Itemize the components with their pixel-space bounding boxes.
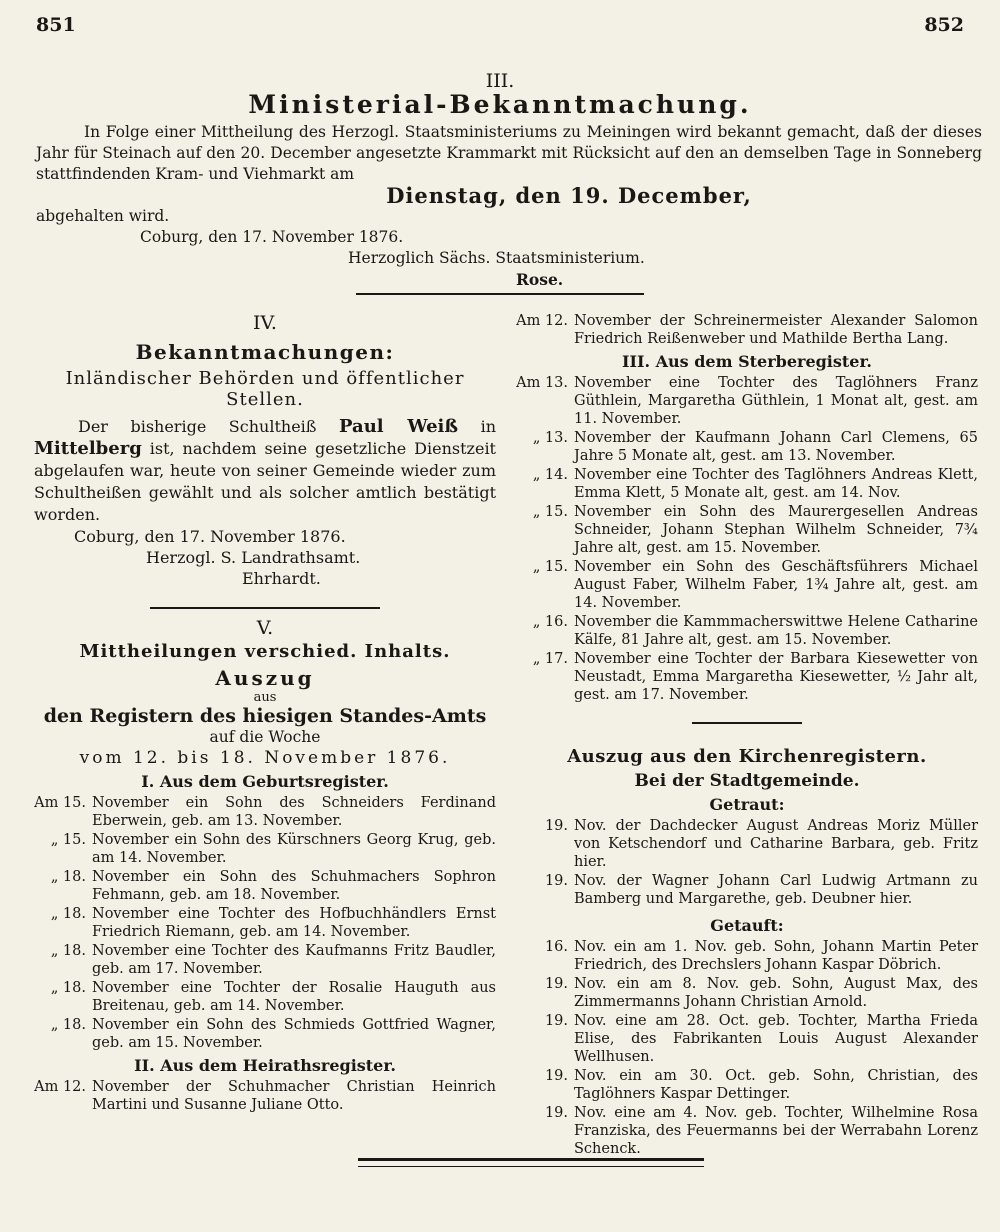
getauft-list: [516, 938, 978, 1158]
sterbe-entry-text: November ein Sohn des Maurergesellen Andreas Schneider, Johann Stephan Wilhelm Schneider, 7¾ Jahre alt, gest. am 15. November.: [574, 504, 978, 556]
section-3-title: Ministerial-Bekanntmachung.: [248, 90, 752, 119]
getauft-entry-text: Nov. ein am 1. Nov. geb. Sohn, Johann Martin Peter Friedrich, des Drechslers Johann Kaspar Döbrich.: [574, 939, 978, 973]
getauft-entry: [516, 1104, 978, 1158]
register-title: den Registern des hiesigen Standes-Amts: [43, 705, 487, 727]
sterbe-entry-text: November eine Tochter der Barbara Kiesewetter von Neustadt, Emma Margaretha Kiesewetter, ½ Jahr alt, gest. am 17. November.: [574, 651, 978, 703]
divider-rule-right: [692, 722, 802, 724]
getauft-entry-text: Nov. eine am 4. Nov. geb. Tochter, Wilhelmine Rosa Franziska, des Feuermanns bei der Werrabahn Lorenz Schenck.: [574, 1105, 978, 1157]
getauft-entry: [516, 1012, 978, 1066]
section-5-title: Mittheilungen verschied. Inhalts.: [79, 641, 451, 662]
heirat-list-right: [516, 312, 978, 348]
sterbe-entry: [516, 613, 978, 649]
getraut-entry-text: Nov. der Dachdecker August Andreas Moriz Müller von Ketschendorf und Catharine Barbara, geb. Fritz hier.: [574, 818, 978, 870]
heirat-entry: [34, 1078, 496, 1114]
heirat-entry: [516, 312, 978, 348]
geburt-entry-date: „ 18.: [50, 980, 86, 996]
heirat-list-left: [34, 1078, 496, 1114]
heirat-entry-date: Am 12.: [34, 1079, 86, 1095]
geburt-entry-text: November eine Tochter der Rosalie Hauguth aus Breitenau, geb. am 14. November.: [92, 980, 496, 1014]
geburt-entry-text: November ein Sohn des Schuhmachers Sophron Fehmann, geb. am 18. November.: [92, 869, 496, 903]
page-number-right: 852: [924, 14, 964, 36]
kirchen-title: Auszug aus den Kirchenregistern.: [567, 746, 927, 767]
geburt-entry-date: „ 15.: [50, 832, 86, 848]
section-4-place: Mittelberg: [34, 438, 142, 459]
getauft-entry-text: Nov. ein am 30. Oct. geb. Sohn, Christian, des Taglöhners Kaspar Dettinger.: [574, 1068, 978, 1102]
sterbe-entry-date: „ 14.: [532, 467, 568, 483]
sterbe-entry-date: Am 13.: [516, 375, 568, 391]
heirat-entry-text: November der Schreinermeister Alexander Salomon Friedrich Reißenweber und Mathilde Bertha Lang.: [574, 313, 978, 347]
right-column: [516, 312, 978, 1159]
geburt-entry-text: November ein Sohn des Schneiders Ferdinand Eberwein, geb. am 13. November.: [92, 795, 496, 829]
sterbe-entry: [516, 466, 978, 502]
geburt-entry: [34, 942, 496, 978]
getauft-entry-date: 19.: [544, 1105, 568, 1121]
sterbe-entry-text: November eine Tochter des Taglöhners Franz Güthlein, Margaretha Güthlein, 1 Monat alt, gest. am 11. November.: [574, 375, 978, 427]
section-3-paragraph: In Folge einer Mittheilung des Herzogl. Staatsministeriums zu Meiningen wird bekannt gemacht, daß der dieses Jahr für Steinach auf den 20. December angesetzte Krammarkt mit Rücksicht auf den an demselben Tage in Sonneberg stattfindenden Kram- und Viehmarkt am: [36, 123, 982, 183]
sterbe-entry: [516, 650, 978, 704]
getauft-entry-date: 16.: [544, 939, 568, 955]
getraut-heading: Getraut:: [709, 795, 785, 814]
section-4-title: Bekanntmachungen:: [135, 340, 395, 364]
getraut-entry-date: 19.: [544, 873, 568, 889]
section-4-text-b: in: [480, 417, 497, 436]
sterbe-entry: [516, 429, 978, 465]
auszug-aus: aus: [253, 690, 277, 705]
heirat-entry-date: Am 12.: [516, 313, 568, 329]
getauft-entry-date: 19.: [544, 1013, 568, 1029]
section-3-place-date: Coburg, den 17. November 1876.: [140, 228, 404, 246]
getauft-entry: [516, 1067, 978, 1103]
left-column: [34, 312, 496, 1115]
getauft-entry-text: Nov. eine am 28. Oct. geb. Tochter, Martha Frieda Elise, des Fabrikanten Louis August Alexander Wellhusen.: [574, 1013, 978, 1065]
section-4-signature: Ehrhardt.: [242, 569, 321, 588]
section-3-body: [36, 122, 982, 290]
sterbe-entry-date: „ 15.: [532, 559, 568, 575]
geburt-entry-text: November ein Sohn des Schmieds Gottfried Wagner, geb. am 15. November.: [92, 1017, 496, 1051]
geburt-entry: [34, 1016, 496, 1052]
sterbe-entry-text: November ein Sohn des Geschäftsführers Michael August Faber, Wilhelm Faber, 1¾ Jahre alt, gest. am 14. November.: [574, 559, 978, 611]
geburt-entry-date: Am 15.: [34, 795, 86, 811]
geburt-entry: [34, 905, 496, 941]
getraut-entry: [516, 817, 978, 871]
geburt-entry: [34, 794, 496, 830]
sterbe-entry: [516, 558, 978, 612]
section-4-text-a: Der bisherige Schultheiß: [78, 417, 317, 436]
geburt-entry: [34, 868, 496, 904]
section-4-authority: Herzogl. S. Landrathsamt.: [146, 548, 361, 567]
register-range: vom 12. bis 18. November 1876.: [79, 748, 451, 768]
getraut-entry-text: Nov. der Wagner Johann Carl Ludwig Artmann zu Bamberg und Margarethe, geb. Deubner hier.: [574, 873, 978, 907]
sterbe-heading: III. Aus dem Sterberegister.: [622, 352, 872, 371]
sterbe-entry-text: November die Kammmacherswittwe Helene Catharine Kälfe, 81 Jahre alt, gest. am 15. November.: [574, 614, 978, 648]
sterbe-entry-text: November der Kaufmann Johann Carl Clemens, 65 Jahre 5 Monate alt, gest. am 13. November.: [574, 430, 978, 464]
section-3-roman: III.: [485, 70, 515, 92]
section-4-roman: IV.: [253, 312, 277, 334]
section-4-subtitle: Inländischer Behörden und öffentlicher Stellen.: [65, 368, 465, 410]
geburt-heading: I. Aus dem Geburtsregister.: [141, 772, 389, 791]
geburt-entry-date: „ 18.: [50, 943, 86, 959]
sterbe-entry-date: „ 13.: [532, 430, 568, 446]
section-3-paragraph-end: abgehalten wird.: [36, 207, 170, 225]
closing-double-rule: [358, 1158, 704, 1167]
heirat-heading: II. Aus dem Heirathsregister.: [134, 1056, 396, 1075]
register-week: auf die Woche: [209, 728, 321, 746]
getauft-entry-date: 19.: [544, 1068, 568, 1084]
auszug-heading: Auszug: [215, 666, 315, 690]
section-4-name: Paul Weiß: [339, 416, 459, 437]
section-4-text-c: ist, nachdem seine gesetzliche Dienstzeit abgelaufen war, heute von seiner Gemeinde wieder zum Schultheißen gewählt und als solcher amtlich bestätigt worden.: [34, 439, 496, 524]
section-4-place-date: Coburg, den 17. November 1876.: [74, 527, 346, 546]
page-number-left: 851: [36, 14, 76, 36]
getauft-heading: Getauft:: [710, 916, 784, 935]
getauft-entry-text: Nov. ein am 8. Nov. geb. Sohn, August Max, des Zimmermanns Johann Christian Arnold.: [574, 976, 978, 1010]
geburt-entry-date: „ 18.: [50, 869, 86, 885]
geburt-list: [34, 794, 496, 1052]
getraut-list: [516, 817, 978, 908]
section-3-authority: Herzoglich Sächs. Staatsministerium.: [348, 249, 645, 267]
geburt-entry-text: November eine Tochter des Kaufmanns Fritz Baudler, geb. am 17. November.: [92, 943, 496, 977]
getauft-entry-date: 19.: [544, 976, 568, 992]
sterbe-entry: [516, 503, 978, 557]
getauft-entry: [516, 975, 978, 1011]
getraut-entry-date: 19.: [544, 818, 568, 834]
getraut-entry: [516, 872, 978, 908]
divider-rule: [356, 293, 644, 295]
sterbe-entry-text: November eine Tochter des Taglöhners Andreas Klett, Emma Klett, 5 Monate alt, gest. am 14. Nov.: [574, 467, 978, 501]
geburt-entry-date: „ 18.: [50, 1017, 86, 1033]
geburt-entry: [34, 831, 496, 867]
sterbe-entry: [516, 374, 978, 428]
heirat-entry-text: November der Schuhmacher Christian Heinrich Martini und Susanne Juliane Otto.: [92, 1079, 496, 1113]
sterbe-entry-date: „ 15.: [532, 504, 568, 520]
sterbe-entry-date: „ 16.: [532, 614, 568, 630]
kirchen-subtitle: Bei der Stadtgemeinde.: [634, 771, 860, 791]
section-3-signature: Rose.: [516, 270, 564, 289]
geburt-entry-text: November ein Sohn des Kürschners Georg Krug, geb. am 14. November.: [92, 832, 496, 866]
geburt-entry: [34, 979, 496, 1015]
divider-rule-left: [150, 607, 380, 609]
sterbe-list: [516, 374, 978, 704]
getauft-entry: [516, 938, 978, 974]
geburt-entry-text: November eine Tochter des Hofbuchhändlers Ernst Friedrich Riemann, geb. am 14. November.: [92, 906, 496, 940]
geburt-entry-date: „ 18.: [50, 906, 86, 922]
section-4-body: [34, 416, 496, 526]
section-5-roman: V.: [256, 617, 274, 639]
sterbe-entry-date: „ 17.: [532, 651, 568, 667]
section-3-date-bold: Dienstag, den 19. December,: [386, 183, 752, 208]
